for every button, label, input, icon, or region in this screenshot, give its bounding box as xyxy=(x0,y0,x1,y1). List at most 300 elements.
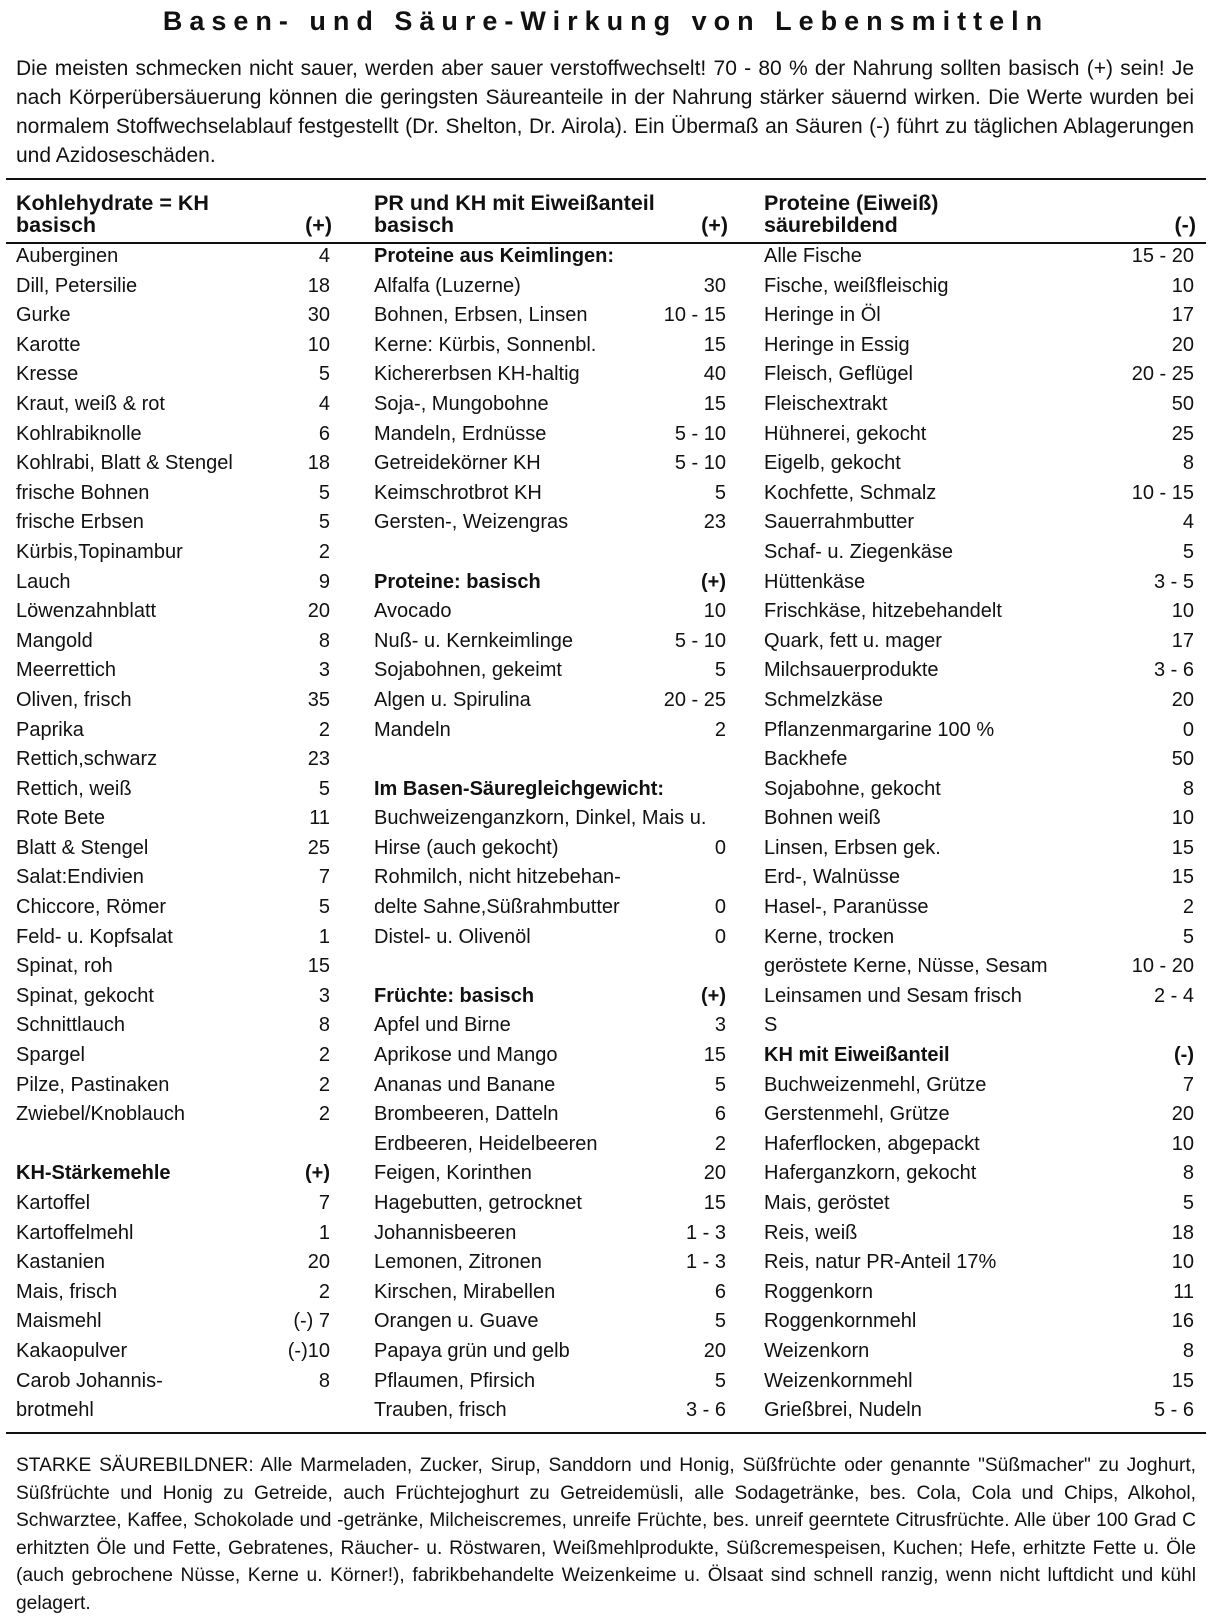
food-name: Buchweizenganzkorn, Dinkel, Mais u. xyxy=(374,807,707,830)
food-value: 0 xyxy=(714,896,726,919)
list-item xyxy=(16,804,334,834)
food-name: Mangold xyxy=(16,629,93,652)
list-item xyxy=(16,656,334,686)
column-heading xyxy=(16,192,334,236)
list-item xyxy=(764,301,1198,331)
list-item xyxy=(16,538,334,568)
list-item xyxy=(16,982,334,1012)
food-value: 10 xyxy=(1171,274,1194,297)
list-item xyxy=(16,1011,334,1041)
column-heading-sign: (-) xyxy=(1174,213,1196,237)
list-item xyxy=(16,479,334,509)
food-name: Trauben, frisch xyxy=(374,1399,507,1422)
food-name: Proteine: basisch xyxy=(374,570,541,593)
list-item xyxy=(374,272,730,302)
list-item xyxy=(764,1159,1198,1189)
food-value: 10 xyxy=(1171,807,1194,830)
food-list xyxy=(764,242,1198,1426)
list-item xyxy=(764,1100,1198,1130)
food-name: Kastanien xyxy=(16,1251,105,1274)
food-value: (+) xyxy=(305,1162,330,1185)
food-value: 15 xyxy=(703,392,726,415)
food-name: Getreidekörner KH xyxy=(374,452,541,475)
list-item xyxy=(374,1396,730,1426)
list-item xyxy=(764,863,1198,893)
food-name: Feld- u. Kopfsalat xyxy=(16,925,173,948)
list-item xyxy=(16,686,334,716)
food-name: Erdbeeren, Heidelbeeren xyxy=(374,1132,598,1155)
food-value xyxy=(330,1130,334,1160)
food-value: 9 xyxy=(318,570,330,593)
food-name: Orangen u. Guave xyxy=(374,1310,539,1333)
food-name: Kartoffel xyxy=(16,1192,91,1214)
list-item xyxy=(16,1219,334,1249)
list-item xyxy=(374,1367,730,1397)
food-name: Alfalfa (Luzerne) xyxy=(374,274,521,297)
list-item xyxy=(374,360,730,390)
section-heading xyxy=(374,982,730,1012)
food-value: 2 xyxy=(318,718,330,741)
food-value: 0 xyxy=(714,836,726,859)
food-value: 6 xyxy=(714,1103,726,1126)
food-value: (-) xyxy=(1174,1044,1194,1067)
food-value: 5 xyxy=(318,777,330,800)
food-value: 16 xyxy=(1171,1310,1194,1333)
food-value: 15 xyxy=(1171,836,1194,859)
food-value: 8 xyxy=(1182,452,1194,475)
food-value: 5 - 10 xyxy=(674,452,726,475)
food-value xyxy=(726,863,730,893)
top-divider xyxy=(6,178,1206,180)
food-name: Rettich, weiß xyxy=(16,777,132,800)
food-value: 1 xyxy=(318,1221,330,1244)
food-name: Chiccore, Römer xyxy=(16,896,167,919)
food-name: Schnittlauch xyxy=(16,1014,125,1037)
food-value: 20 xyxy=(1171,688,1194,711)
intro-paragraph: Die meisten schmecken nicht sauer, werden aber sauer verstoffwechselt! 70 - 80 % der Nahrung sollten basisch (+) sein! Je nach Körperübersäuerung können die geringsten Säureanteile in der Nahrung stärker säuernd wirken. Die Werte wurden bei normalem Stoffwechselablauf festgestellt (Dr. Shelton, Dr. Airola). Ein Übermaß an Säuren (-) führt zu täglichen Ablagerungen und Azidoseschäden. xyxy=(16,57,1194,167)
food-name: Backhefe xyxy=(764,748,848,771)
food-value: 5 xyxy=(318,363,330,386)
food-name: Paprika xyxy=(16,718,84,741)
food-value: 5 xyxy=(714,659,726,682)
food-name: Avocado xyxy=(374,600,452,623)
list-item xyxy=(764,656,1198,686)
food-name: Rote Bete xyxy=(16,807,105,830)
list-item xyxy=(764,1011,1198,1041)
list-item xyxy=(374,1307,730,1337)
list-item xyxy=(374,420,730,450)
food-value: 15 - 20 xyxy=(1131,245,1194,267)
section-heading xyxy=(374,242,730,272)
food-value: 10 xyxy=(1171,1251,1194,1274)
list-item xyxy=(374,1189,730,1219)
list-item xyxy=(16,1100,334,1130)
list-item xyxy=(374,893,730,923)
food-name: Carob Johannis- xyxy=(16,1369,163,1392)
food-name: Pilze, Pastinaken xyxy=(16,1073,170,1096)
food-value xyxy=(726,952,730,982)
food-value xyxy=(726,804,730,834)
food-name: Mandeln xyxy=(374,718,451,741)
food-value: 5 xyxy=(714,1073,726,1096)
bottom-divider xyxy=(6,1432,1206,1434)
food-value xyxy=(726,775,730,805)
food-name: Kohlrabi, Blatt & Stengel xyxy=(16,452,233,475)
section-heading xyxy=(374,568,730,598)
food-name: Roggenkorn xyxy=(764,1280,873,1303)
food-name: frische Erbsen xyxy=(16,511,144,534)
food-value: 5 - 10 xyxy=(674,422,726,445)
food-name: Gurke xyxy=(16,304,71,327)
food-value: 5 xyxy=(318,481,330,504)
food-value: 17 xyxy=(1171,304,1194,327)
food-name: Heringe in Essig xyxy=(764,333,910,356)
food-name: Sojabohnen, gekeimt xyxy=(374,659,562,682)
food-name: Kochfette, Schmalz xyxy=(764,481,937,504)
food-name: Gerstenmehl, Grütze xyxy=(764,1103,950,1126)
list-item xyxy=(374,952,730,982)
food-name: Spinat, gekocht xyxy=(16,984,154,1007)
list-item xyxy=(764,893,1198,923)
list-item xyxy=(764,1337,1198,1367)
list-item xyxy=(374,834,730,864)
list-item xyxy=(374,1278,730,1308)
list-item xyxy=(764,952,1198,982)
food-name: Kichererbsen KH-haltig xyxy=(374,363,580,386)
list-item xyxy=(764,538,1198,568)
food-name: Frischkäse, hitzebehandelt xyxy=(764,600,1002,623)
food-name: Papaya grün und gelb xyxy=(374,1339,570,1362)
list-item xyxy=(16,242,334,272)
food-name: Haferganzkorn, gekocht xyxy=(764,1162,977,1185)
food-name: Fische, weißfleischig xyxy=(764,274,949,297)
food-value: 15 xyxy=(703,1044,726,1067)
list-item xyxy=(374,923,730,953)
food-name: Spargel xyxy=(16,1044,85,1067)
food-value: 18 xyxy=(307,452,330,475)
food-value: (-)10 xyxy=(287,1339,330,1362)
column-heading xyxy=(764,192,1198,236)
list-item xyxy=(764,597,1198,627)
food-value: 3 - 6 xyxy=(1153,659,1194,682)
food-value: (+) xyxy=(701,570,726,593)
list-item xyxy=(16,745,334,775)
list-item xyxy=(374,1011,730,1041)
list-item xyxy=(764,775,1198,805)
food-name: Salat:Endivien xyxy=(16,866,144,889)
food-name: Hagebutten, getrocknet xyxy=(374,1192,582,1214)
food-value: 4 xyxy=(318,245,330,267)
section-heading xyxy=(16,1159,334,1189)
food-value: 7 xyxy=(1182,1073,1194,1096)
list-item xyxy=(764,1367,1198,1397)
food-value: 2 xyxy=(1182,896,1194,919)
food-value: 8 xyxy=(1182,1339,1194,1362)
food-name: Kartoffelmehl xyxy=(16,1221,134,1244)
food-name: Gersten-, Weizengras xyxy=(374,511,569,534)
list-item xyxy=(16,893,334,923)
food-name: Hüttenkäse xyxy=(764,570,866,593)
list-item xyxy=(16,834,334,864)
column-heading-line2: basisch xyxy=(374,213,455,237)
list-item xyxy=(764,479,1198,509)
food-value: 35 xyxy=(307,688,330,711)
food-name: Haferflocken, abgepackt xyxy=(764,1132,980,1155)
food-value: (-) 7 xyxy=(293,1310,330,1333)
food-name: Ananas und Banane xyxy=(374,1073,556,1096)
food-name: Heringe in Öl xyxy=(764,304,881,327)
food-value: 50 xyxy=(1171,392,1194,415)
food-value: 7 xyxy=(318,866,330,889)
food-name: Schaf- u. Ziegenkäse xyxy=(764,540,953,563)
food-value: 5 xyxy=(714,1310,726,1333)
food-name: Keimschrotbrot KH xyxy=(374,481,542,504)
list-item xyxy=(764,1278,1198,1308)
list-item xyxy=(16,597,334,627)
column-kohlehydrate xyxy=(16,192,334,1426)
food-name: KH mit Eiweißanteil xyxy=(764,1044,950,1067)
food-name: Milchsauerprodukte xyxy=(764,659,939,682)
list-item xyxy=(16,1071,334,1101)
food-value: 17 xyxy=(1171,629,1194,652)
section-heading xyxy=(764,1041,1198,1071)
list-item xyxy=(374,1337,730,1367)
food-value: 1 - 3 xyxy=(685,1221,726,1244)
list-item xyxy=(764,627,1198,657)
food-value: 2 xyxy=(714,1132,726,1155)
food-name: brotmehl xyxy=(16,1399,94,1422)
food-name: Grießbrei, Nudeln xyxy=(764,1399,922,1422)
food-name: Hasel-, Paranüsse xyxy=(764,896,929,919)
list-item xyxy=(374,863,730,893)
food-value: 2 xyxy=(318,540,330,563)
list-item xyxy=(764,508,1198,538)
food-value: 4 xyxy=(1182,511,1194,534)
list-item xyxy=(374,301,730,331)
list-item xyxy=(764,242,1198,272)
food-name: Bohnen weiß xyxy=(764,807,881,830)
food-name: Kraut, weiß & rot xyxy=(16,392,165,415)
list-item xyxy=(764,1130,1198,1160)
food-value: 23 xyxy=(703,511,726,534)
food-value: 5 xyxy=(1182,925,1194,948)
list-item xyxy=(764,745,1198,775)
list-item xyxy=(16,449,334,479)
list-item xyxy=(16,1396,334,1426)
list-item xyxy=(16,775,334,805)
food-name: delte Sahne,Süßrahmbutter xyxy=(374,896,620,919)
food-value: 0 xyxy=(714,925,726,948)
food-name: Weizenkornmehl xyxy=(764,1369,913,1392)
food-value: 10 - 20 xyxy=(1131,955,1194,978)
column-heading-line2: basisch xyxy=(16,213,97,237)
food-name: Kresse xyxy=(16,363,79,386)
list-item xyxy=(764,716,1198,746)
food-name: Leinsamen und Sesam frisch xyxy=(764,984,1022,1007)
column-heading-sign: (+) xyxy=(305,213,332,237)
food-name: S xyxy=(764,1014,778,1037)
food-value: 50 xyxy=(1171,748,1194,771)
food-value: 2 xyxy=(318,1280,330,1303)
food-name: Dill, Petersilie xyxy=(16,274,138,297)
food-name: Rohmilch, nicht hitzebehan- xyxy=(374,866,621,889)
list-item xyxy=(16,1130,334,1160)
food-name: Fleisch, Geflügel xyxy=(764,363,913,386)
food-value: 15 xyxy=(1171,1369,1194,1392)
food-name: Kürbis,Topinambur xyxy=(16,540,183,563)
food-value: 20 xyxy=(703,1339,726,1362)
list-item xyxy=(16,923,334,953)
list-item xyxy=(16,1337,334,1367)
food-value: 8 xyxy=(318,1014,330,1037)
food-value: 2 xyxy=(714,718,726,741)
list-item xyxy=(374,1219,730,1249)
food-name: Quark, fett u. mager xyxy=(764,629,942,652)
list-item xyxy=(764,686,1198,716)
food-name: Buchweizenmehl, Grütze xyxy=(764,1073,987,1096)
list-item xyxy=(374,538,730,568)
food-value: 20 xyxy=(307,600,330,623)
food-value xyxy=(726,538,730,568)
food-value: 2 - 4 xyxy=(1153,984,1194,1007)
food-value: 7 xyxy=(318,1192,330,1214)
food-value: 5 xyxy=(714,481,726,504)
food-name: Kakaopulver xyxy=(16,1339,128,1362)
food-value: (+) xyxy=(701,984,726,1007)
list-item xyxy=(764,568,1198,598)
food-name: Löwenzahnblatt xyxy=(16,600,157,623)
food-value xyxy=(1194,1011,1198,1041)
list-item xyxy=(764,982,1198,1012)
food-value: 3 - 5 xyxy=(1153,570,1194,593)
food-name: Hirse (auch gekocht) xyxy=(374,836,559,859)
list-item xyxy=(764,1396,1198,1426)
food-value: 6 xyxy=(714,1280,726,1303)
food-name: Im Basen-Säuregleichgewicht: xyxy=(374,777,665,800)
food-value: 15 xyxy=(1171,866,1194,889)
food-value: 23 xyxy=(307,748,330,771)
food-value: 11 xyxy=(1173,1280,1194,1303)
list-item xyxy=(16,420,334,450)
list-item xyxy=(374,1100,730,1130)
food-name: geröstete Kerne, Nüsse, Sesam xyxy=(764,955,1048,978)
food-value: 0 xyxy=(1182,718,1194,741)
food-name: Feigen, Korinthen xyxy=(374,1162,532,1185)
food-value: 3 xyxy=(714,1014,726,1037)
food-value: 2 xyxy=(318,1073,330,1096)
column-heading-line1: PR und KH mit Eiweißanteil xyxy=(374,191,655,215)
list-item xyxy=(16,1041,334,1071)
list-item xyxy=(374,627,730,657)
food-name: Blatt & Stengel xyxy=(16,836,149,859)
food-value: 8 xyxy=(318,1369,330,1392)
list-item xyxy=(16,390,334,420)
column-heading-sign: (+) xyxy=(701,213,728,237)
food-name: Roggenkornmehl xyxy=(764,1310,917,1333)
food-name: Zwiebel/Knoblauch xyxy=(16,1103,185,1126)
food-name: Pflaumen, Pfirsich xyxy=(374,1369,536,1392)
food-value: 15 xyxy=(703,333,726,356)
list-item xyxy=(16,1307,334,1337)
food-value: 15 xyxy=(703,1192,726,1214)
list-item xyxy=(374,1159,730,1189)
list-item xyxy=(16,952,334,982)
food-value xyxy=(726,745,730,775)
list-item xyxy=(16,1278,334,1308)
food-value: 5 xyxy=(318,511,330,534)
food-value: 2 xyxy=(318,1103,330,1126)
food-value: 8 xyxy=(1182,777,1194,800)
food-name: KH-Stärkemehle xyxy=(16,1162,171,1185)
food-name: Sauerrahmbutter xyxy=(764,511,915,534)
food-value: 11 xyxy=(309,807,330,830)
food-value: 1 xyxy=(318,925,330,948)
list-item xyxy=(764,272,1198,302)
list-item xyxy=(764,360,1198,390)
column-proteine xyxy=(764,192,1198,1426)
list-item xyxy=(764,420,1198,450)
food-value: 30 xyxy=(703,274,726,297)
list-item xyxy=(374,804,730,834)
list-item xyxy=(374,716,730,746)
column-heading-line1: Kohlehydrate = KH xyxy=(16,191,209,215)
food-name: Auberginen xyxy=(16,245,119,267)
header-divider xyxy=(6,242,1206,244)
food-name: Rettich,schwarz xyxy=(16,748,158,771)
food-value: 3 xyxy=(318,659,330,682)
list-item xyxy=(764,923,1198,953)
food-name: Soja-, Mungobohne xyxy=(374,392,549,415)
food-name: Pflanzenmargarine 100 % xyxy=(764,718,995,741)
list-item xyxy=(16,568,334,598)
list-item xyxy=(374,479,730,509)
list-item xyxy=(374,686,730,716)
food-value: 10 - 15 xyxy=(663,304,726,327)
food-value: 20 - 25 xyxy=(663,688,726,711)
food-name: Brombeeren, Datteln xyxy=(374,1103,559,1126)
food-name: Johannisbeeren xyxy=(374,1221,517,1244)
food-value: 20 xyxy=(1171,333,1194,356)
food-value: 10 xyxy=(307,333,330,356)
list-item xyxy=(16,627,334,657)
food-value: 20 xyxy=(1171,1103,1194,1126)
food-name: Sojabohne, gekocht xyxy=(764,777,941,800)
list-item xyxy=(16,331,334,361)
list-item xyxy=(16,1248,334,1278)
list-item xyxy=(374,1248,730,1278)
food-name: Oliven, frisch xyxy=(16,688,132,711)
food-value: 18 xyxy=(307,274,330,297)
page-title: Basen- und Säure-Wirkung von Lebensmitteln xyxy=(162,6,1050,36)
list-item xyxy=(374,449,730,479)
list-item xyxy=(764,1307,1198,1337)
column-pr-kh-eiweiss xyxy=(374,192,730,1426)
food-name: Bohnen, Erbsen, Linsen xyxy=(374,304,588,327)
section-heading xyxy=(374,775,730,805)
food-value xyxy=(726,242,730,272)
column-heading-line1: Proteine (Eiweiß) xyxy=(764,191,939,215)
list-item xyxy=(374,508,730,538)
food-name: Erd-, Walnüsse xyxy=(764,866,900,889)
food-name: Apfel und Birne xyxy=(374,1014,511,1037)
list-item xyxy=(374,331,730,361)
food-name: Eigelb, gekocht xyxy=(764,452,901,475)
list-item xyxy=(16,508,334,538)
food-value: 25 xyxy=(1171,422,1194,445)
food-value: 30 xyxy=(307,304,330,327)
list-item xyxy=(374,597,730,627)
food-name: Mais, frisch xyxy=(16,1280,118,1303)
